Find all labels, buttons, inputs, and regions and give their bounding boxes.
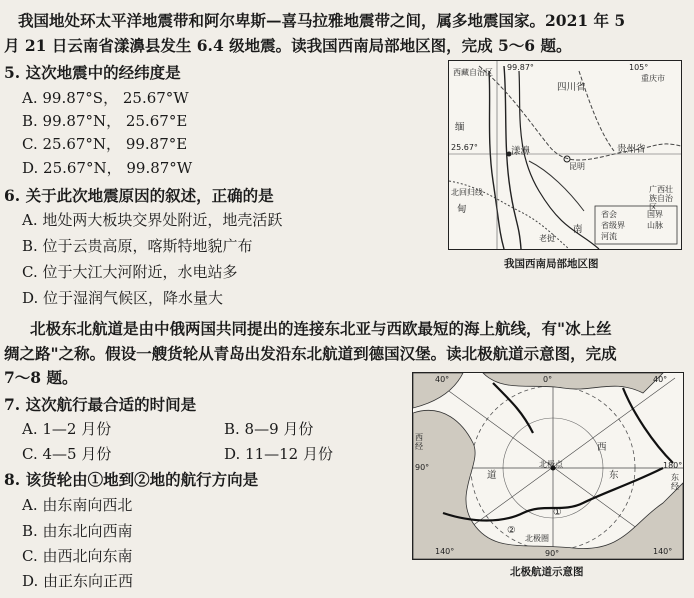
- label-laos: 老挝: [539, 234, 555, 243]
- q7-option-b[interactable]: B. 8—9 月份: [224, 420, 314, 438]
- intro1-line2: 月 21 日云南省漾濞县发生 6.4 级地震。读我国西南局部地区图，完成 5～6 题。: [4, 36, 572, 55]
- label-west-lon: 西经: [415, 433, 423, 451]
- q5-option-b[interactable]: B. 99.87°N， 25.67°E: [22, 112, 188, 130]
- q6-option-c[interactable]: C. 位于大江大河附近，水电站多: [22, 263, 238, 281]
- q6-option-a[interactable]: A. 地处两大板块交界处附近，地壳活跃: [22, 211, 283, 229]
- label-40-nw: 40°: [435, 375, 450, 384]
- label-chongqing: 重庆市: [641, 74, 665, 83]
- q5-option-c[interactable]: C. 25.67°N， 99.87°E: [22, 135, 188, 153]
- q5-option-d[interactable]: D. 25.67°N， 99.87°W: [22, 159, 193, 177]
- label-burma: 缅: [455, 122, 465, 133]
- q5-stem: 5. 这次地震中的经纬度是: [4, 63, 181, 82]
- label-north-pole: 北极点: [539, 460, 563, 469]
- q6-stem: 6. 关于此次地震原因的叙述，正确的是: [4, 186, 274, 205]
- legend-mountain: 山脉: [647, 221, 663, 230]
- label-east-text: 东: [609, 470, 619, 481]
- q8-option-b[interactable]: B. 由东北向西南: [22, 522, 133, 540]
- intro1-line1: 我国地处环太平洋地震带和阿尔卑斯—喜马拉雅地震带之间，属多地震国家。2021 年 5: [18, 11, 626, 30]
- label-40-ne: 40°: [653, 375, 668, 384]
- q6-option-b[interactable]: B. 位于云贵高原，喀斯特地貌广布: [22, 237, 253, 255]
- label-west-text: 西: [597, 442, 607, 453]
- arctic-route-map: [412, 372, 684, 560]
- label-point-1: ①: [553, 507, 562, 518]
- legend-border: 国界: [647, 210, 663, 219]
- q7-option-d[interactable]: D. 11—12 月份: [224, 445, 333, 463]
- intro2-line2: 绸之路"之称。假设一艘货轮从青岛出发沿东北航道到德国汉堡。读北极航道示意图，完成: [4, 344, 617, 363]
- q7-option-c[interactable]: C. 4—5 月份: [22, 445, 112, 463]
- q8-stem: 8. 该货轮由①地到②地的航行方向是: [4, 470, 259, 489]
- legend-river: 河流: [601, 232, 617, 241]
- label-kunming: 昆明: [569, 162, 585, 171]
- intro2-line3: 7～8 题。: [4, 368, 78, 387]
- label-lon105: 105°: [629, 63, 649, 72]
- label-90-s: 90°: [545, 549, 560, 558]
- map1-caption: 我国西南局部地区图: [504, 258, 599, 270]
- label-sichuan: 四川省: [557, 82, 586, 93]
- map2-caption: 北极航道示意图: [510, 566, 584, 578]
- label-point-2: ②: [507, 525, 516, 536]
- label-180: 180°: [663, 461, 683, 470]
- label-south: 南: [573, 224, 583, 235]
- label-burma2: 甸: [457, 204, 467, 215]
- q8-option-d[interactable]: D. 由正东向正西: [22, 572, 134, 590]
- label-guizhou: 贵州省: [617, 144, 646, 155]
- label-lon: 99.87°: [507, 63, 534, 72]
- q6-option-d[interactable]: D. 位于湿润气候区，降水量大: [22, 289, 224, 307]
- label-tibet: 西藏自治区: [453, 68, 493, 77]
- label-90-w: 90°: [415, 463, 430, 472]
- intro2-line1: 北极东北航道是由中俄两国共同提出的连接东北亚与西欧最短的海上航线，有"冰上丝: [30, 319, 612, 338]
- q7-stem: 7. 这次航行最合适的时间是: [4, 395, 197, 414]
- label-yangbi: 漾濞: [511, 146, 531, 157]
- label-arctic-circle: 北极圈: [525, 534, 549, 543]
- label-lat: 25.67°: [451, 143, 478, 152]
- legend-capital: 省会: [601, 210, 617, 219]
- label-east-lon: 东经: [671, 473, 679, 491]
- legend-province-border: 省级界: [601, 221, 625, 230]
- label-tropic: 北回归线: [451, 188, 483, 197]
- label-guangxi: 广西壮族自治区: [649, 185, 673, 212]
- q8-option-a[interactable]: A. 由东南向西北: [22, 496, 133, 514]
- q5-option-a[interactable]: A. 99.87°S， 25.67°W: [22, 89, 189, 107]
- label-140-se: 140°: [653, 547, 673, 556]
- label-0: 0°: [543, 375, 553, 384]
- label-140-sw: 140°: [435, 547, 455, 556]
- label-dao: 道: [487, 470, 497, 481]
- q8-option-c[interactable]: C. 由西北向东南: [22, 547, 133, 565]
- southwest-china-map: [448, 60, 682, 250]
- q7-option-a[interactable]: A. 1—2 月份: [22, 420, 112, 438]
